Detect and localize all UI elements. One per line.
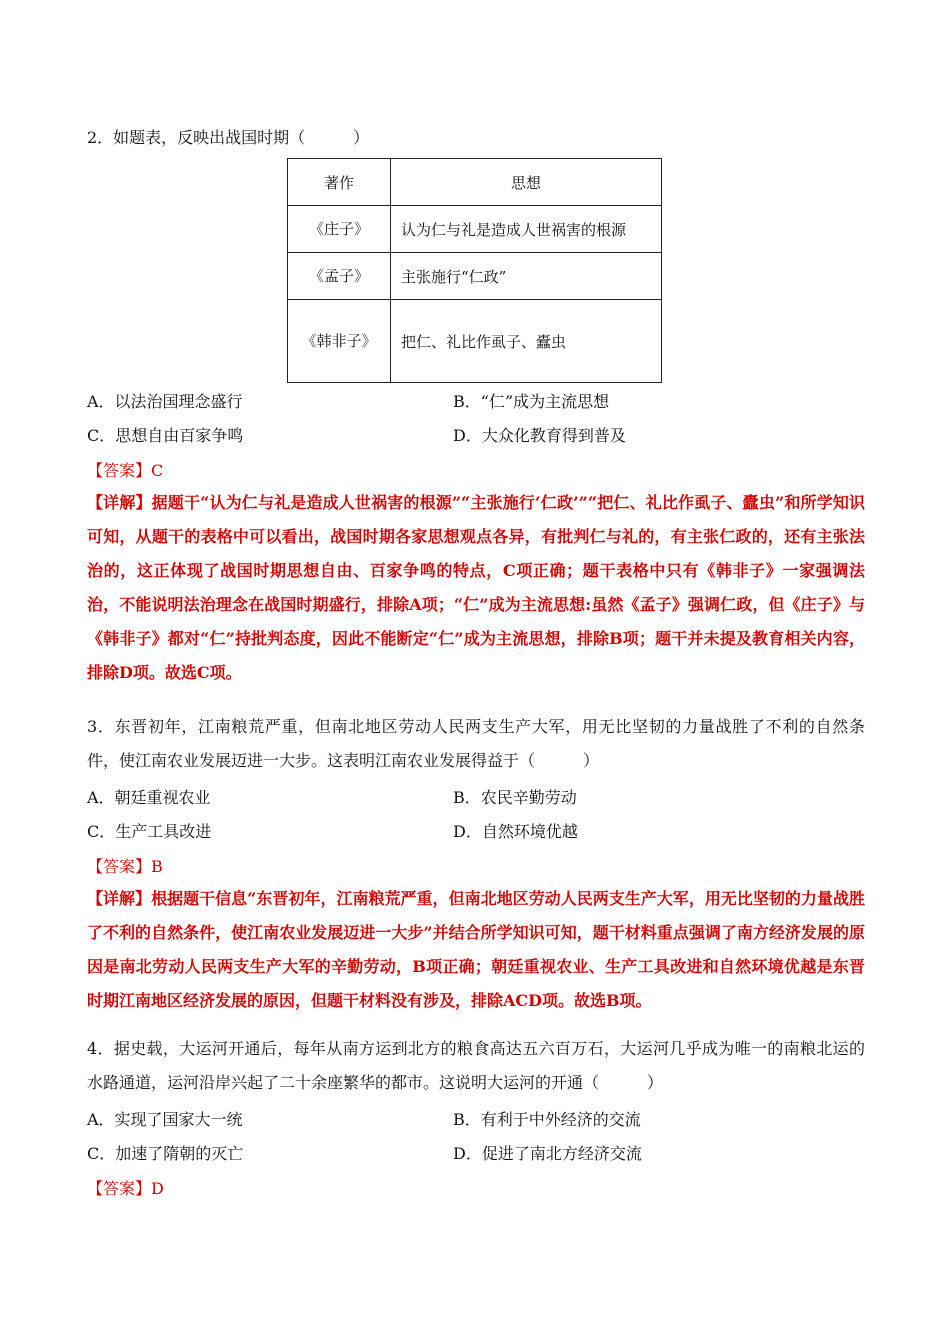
- table-row: [288, 206, 662, 253]
- q3-option-a: A．朝廷重视农业: [87, 788, 211, 807]
- q4-option-b: B．有利于中外经济的交流: [453, 1110, 641, 1129]
- table-cell-idea: 认为仁与礼是造成人世祸害的根源: [391, 206, 662, 253]
- q3-detail: 【详解】根据题干信息“东晋初年，江南粮荒严重，但南北地区劳动人民两支生产大军，用无比坚韧的力量战胜了不利的自然条件，使江南农业发展迈进一大步”并结合所学知识可知，题干材料重点强调了南方经济发展的原因是南北劳动人民两支生产大军的辛勤劳动，B项正确；朝廷重视农业、生产工具改进和自然环境优越是东晋时期江南地区经济发展的原因，但题干材料没有涉及，排除ACD项。故选B项。: [87, 889, 865, 1010]
- q4-option-a: A．实现了国家大一统: [87, 1110, 243, 1129]
- q2-option-c: C．思想自由百家争鸣: [87, 426, 244, 445]
- table-row: [288, 253, 662, 300]
- question-4-stem: 4．据史载，大运河开通后，每年从南方运到北方的粮食高达五六百万石，大运河几乎成为唯一的南粮北运的水路通道，运河沿岸兴起了二十余座繁华的都市。这说明大运河的开通（ ）: [87, 1039, 865, 1092]
- table-cell-work: 《孟子》: [288, 253, 391, 300]
- table-cell-idea: 把仁、礼比作虱子、蠹虫: [391, 300, 662, 383]
- table-cell-idea: 主张施行“仁政”: [391, 253, 662, 300]
- q4-option-c: C．加速了隋朝的灭亡: [87, 1144, 244, 1163]
- q2-option-d: D．大众化教育得到普及: [453, 426, 626, 445]
- q2-detail: 【详解】据题干“认为仁与礼是造成人世祸害的根源”“主张施行‘仁政’”“把仁、礼比作虱子、蠹虫”和所学知识可知，从题干的表格中可以看出，战国时期各家思想观点各异，有批判仁与礼的，有主张仁政的，还有主张法治的，这正体现了战国时期思想自由、百家争鸣的特点，C项正确；题干表格中只有《韩非子》一家强调法治，不能说明法治理念在战国时期盛行，排除A项；“仁”成为主流思想:虽然《孟子》强调仁政，但《庄子》与《韩非子》都对“仁”持批判态度，因此不能断定“仁”成为主流思想，排除B项；题干并未提及教育相关内容，排除D项。故选C项。: [87, 493, 865, 682]
- table-header-row: [288, 159, 662, 206]
- q3-option-b: B．农民辛勤劳动: [453, 788, 577, 807]
- q3-answer: 【答案】B: [87, 857, 163, 876]
- q4-option-d: D．促进了南北方经济交流: [453, 1144, 642, 1163]
- table-row: [288, 300, 662, 383]
- q4-answer: 【答案】D: [87, 1179, 164, 1198]
- table-header-work: 著作: [288, 159, 391, 206]
- q2-answer: 【答案】C: [87, 461, 164, 480]
- q2-option-a: A．以法治国理念盛行: [87, 392, 243, 411]
- q3-option-c: C．生产工具改进: [87, 822, 212, 841]
- table-cell-work: 《庄子》: [288, 206, 391, 253]
- question-3-stem: 3．东晋初年，江南粮荒严重，但南北地区劳动人民两支生产大军，用无比坚韧的力量战胜了不利的自然条件，使江南农业发展迈进一大步。这表明江南农业发展得益于（ ）: [87, 717, 865, 770]
- q3-option-d: D．自然环境优越: [453, 822, 578, 841]
- table-cell-work: 《韩非子》: [288, 300, 391, 383]
- q2-option-b: B．“仁”成为主流思想: [453, 392, 610, 411]
- question-2-stem: 2．如题表，反映出战国时期（ ）: [87, 128, 370, 147]
- table-header-idea: 思想: [391, 159, 662, 206]
- works-table: [287, 158, 662, 383]
